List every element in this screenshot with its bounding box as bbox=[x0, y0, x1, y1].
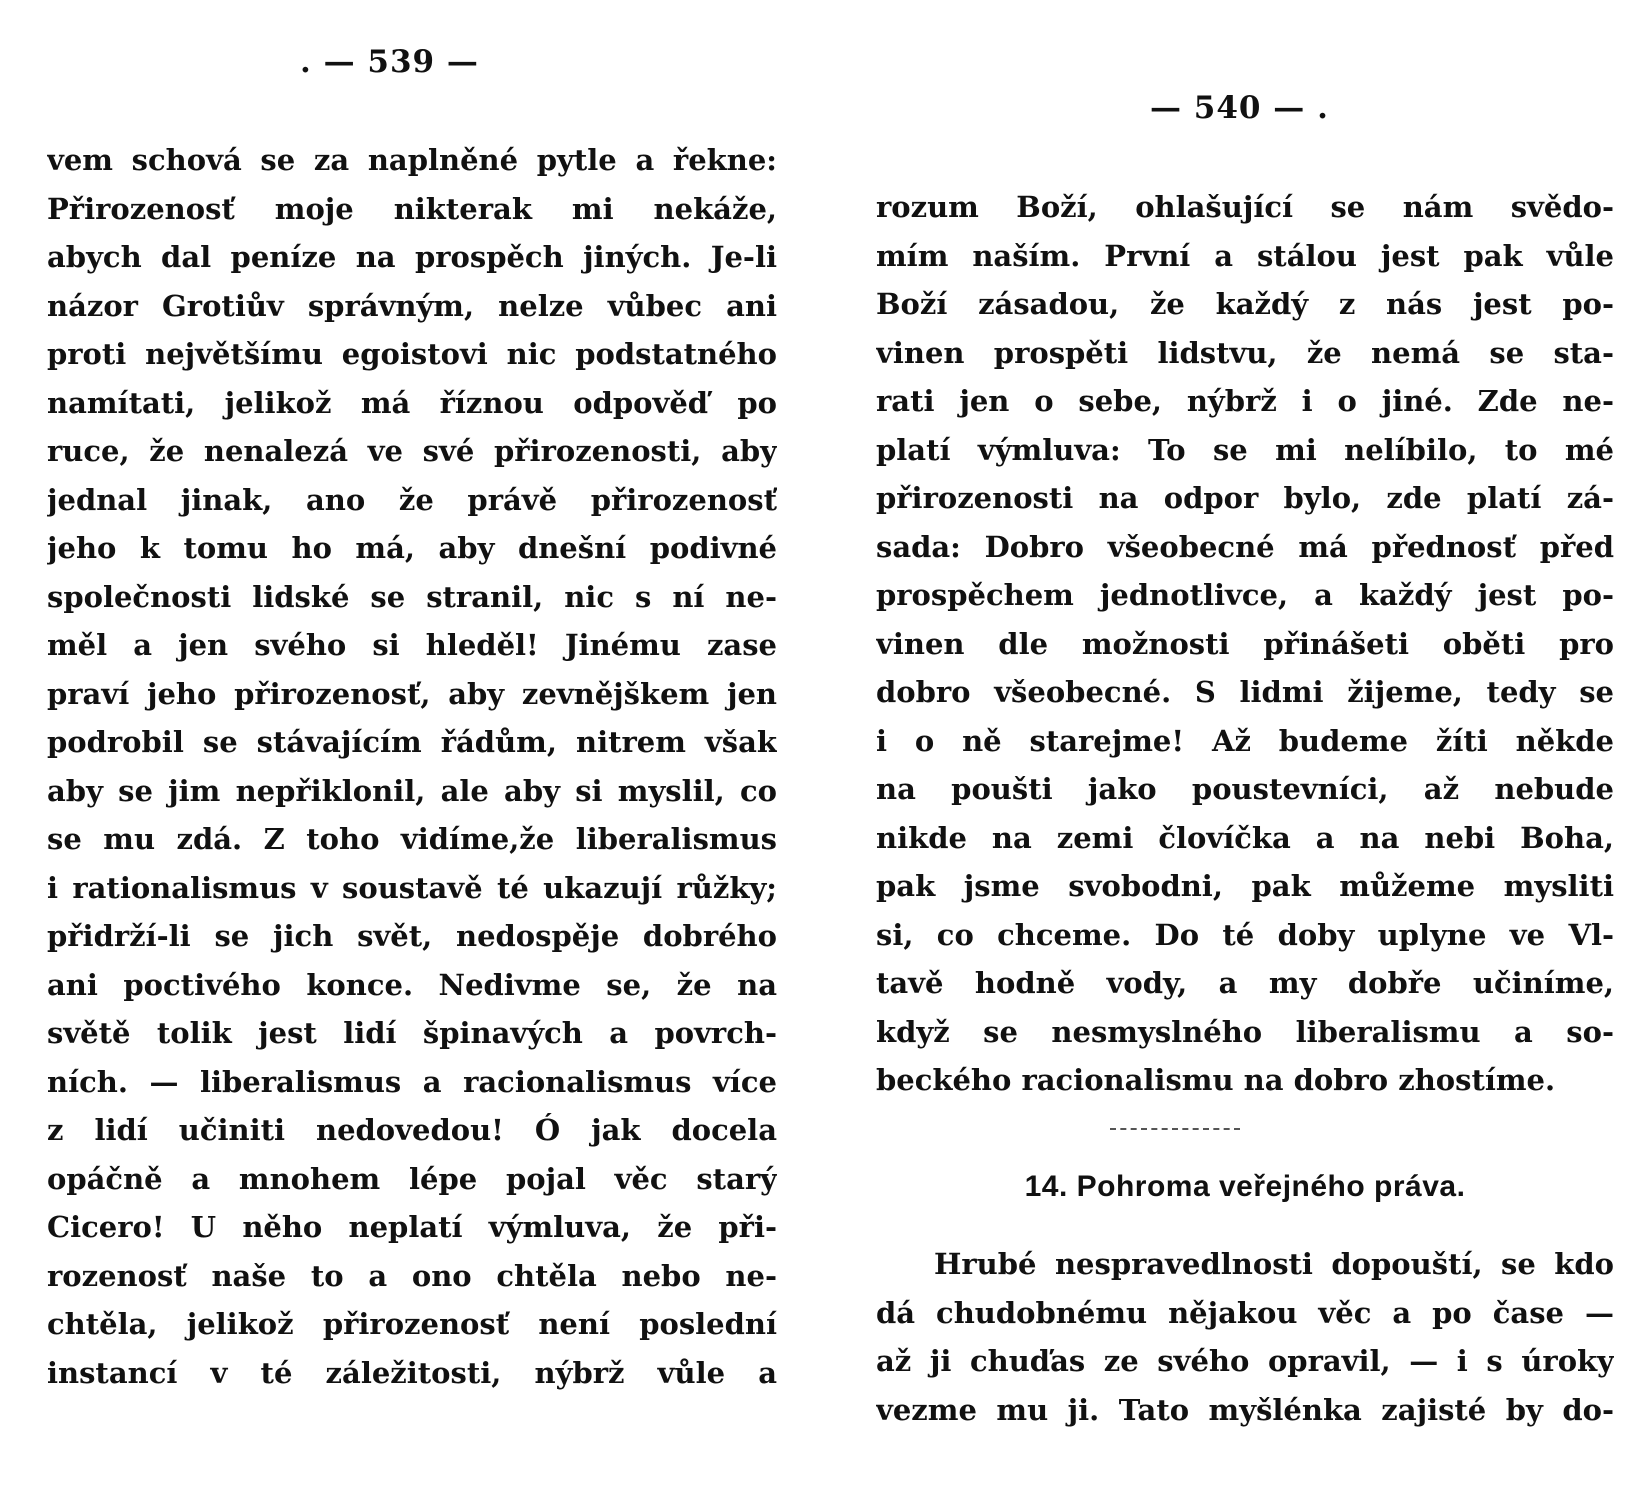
text-line: rozenosť naše to a ono chtěla nebo ne- bbox=[47, 1258, 777, 1293]
text-line: Boží zásadou, že každý z nás jest po- bbox=[876, 287, 1614, 321]
text-line: rati jen o sebe, nýbrž i o jiné. Zde ne- bbox=[876, 384, 1614, 418]
text-line: namítati, jelikož má říznou odpověď po bbox=[47, 385, 777, 420]
text-line: jednal jinak, ano že právě přirozenosť bbox=[47, 482, 777, 517]
text-line: vezme mu ji. Tato myšlénka zajisté by do- bbox=[876, 1392, 1614, 1427]
section-heading: 14. Pohroma veřejného práva. bbox=[1024, 1170, 1466, 1203]
text-line: chtěla, jelikož přirozenosť není poslední bbox=[47, 1307, 777, 1341]
text-line: ních. — liberalismus a racionalismus více bbox=[47, 1064, 777, 1099]
text-line: podrobil se stávajícím řádům, nitrem však bbox=[47, 725, 777, 759]
text-line: nikde na zemi človíčka a na nebi Boha, bbox=[876, 820, 1614, 855]
text-line: si, co chceme. Do té doby uplyne ve Vl- bbox=[876, 917, 1614, 952]
text-line: ruce, že nenalezá ve své přirozenosti, aby bbox=[47, 434, 777, 468]
text-line: proti největšímu egoistovi nic podstatného bbox=[47, 337, 777, 371]
text-line: mím naším. První a stálou jest pak vůle bbox=[876, 238, 1614, 273]
right-page-body bbox=[876, 183, 1614, 1105]
text-line: praví jeho přirozenosť, aby zevnějškem jen bbox=[47, 676, 777, 711]
text-line: až ji chuďas ze svého opravil, — i s úroky bbox=[876, 1344, 1614, 1378]
text-line: Přirozenosť moje nikterak mi nekáže, bbox=[47, 191, 777, 226]
left-page-body bbox=[47, 136, 777, 1397]
text-line: rozum Boží, ohlašující se nám svědo- bbox=[876, 190, 1614, 224]
text-line: sada: Dobro všeobecné má přednosť před bbox=[876, 529, 1614, 564]
page-number-right: — 540 — . bbox=[1150, 90, 1329, 126]
text-line: názor Grotiův správným, nelze vůbec ani bbox=[47, 288, 777, 323]
text-line: platí výmluva: To se mi nelíbilo, to mé bbox=[876, 432, 1614, 467]
section-separator bbox=[1110, 1128, 1240, 1130]
text-line: abych dal peníze na prospěch jiných. Je-li bbox=[47, 240, 777, 274]
text-line: vinen prospěti lidstvu, že nemá se sta- bbox=[876, 335, 1614, 370]
text-line: dá chudobnému nějakou věc a po čase — bbox=[876, 1295, 1614, 1330]
text-line: i rationalismus v soustavě té ukazují růžky; bbox=[47, 870, 777, 905]
text-line: aby se jim nepřiklonil, ale aby si myslil, co bbox=[47, 773, 777, 808]
text-line: společnosti lidské se stranil, nic s ní ne- bbox=[47, 579, 777, 614]
text-line: prospěchem jednotlivce, a každý jest po- bbox=[876, 578, 1614, 612]
text-line: tavě hodně vody, a my dobře učiníme, bbox=[876, 966, 1614, 1000]
text-line: měl a jen svého si hleděl! Jinému zase bbox=[47, 628, 777, 662]
text-line: z lidí učiniti nedovedou! Ó jak docela bbox=[47, 1113, 777, 1147]
text-line: když se nesmyslného liberalismu a so- bbox=[876, 1014, 1614, 1049]
text-line: vinen dle možnosti přinášeti oběti pro bbox=[876, 626, 1614, 661]
text-line: přidrží-li se jich svět, nedospěje dobrého bbox=[47, 919, 777, 953]
text-line: pak jsme svobodni, pak můžeme mysliti bbox=[876, 869, 1614, 903]
text-line: i o ně starejme! Až budeme žíti někde bbox=[876, 723, 1614, 758]
page-number-left: . — 539 — bbox=[300, 44, 479, 80]
text-line: se mu zdá. Z toho vidíme,že liberalismus bbox=[47, 822, 777, 856]
text-line: instancí v té záležitosti, nýbrž vůle a bbox=[47, 1355, 777, 1390]
text-line: opáčně a mnohem lépe pojal věc starý bbox=[47, 1161, 777, 1196]
text-line: Hrubé nespravedlnosti dopouští, se kdo bbox=[934, 1247, 1614, 1281]
text-line: jeho k tomu ho má, aby dnešní podivné bbox=[47, 531, 777, 565]
text-line: vem schová se za naplněné pytle a řekne: bbox=[47, 143, 777, 177]
right-page-section-body bbox=[876, 1240, 1614, 1434]
text-line: přirozenosti na odpor bylo, zde platí zá- bbox=[876, 481, 1614, 515]
text-line: světě tolik jest lidí špinavých a povrch- bbox=[47, 1016, 777, 1050]
text-line: na poušti jako poustevníci, až nebude bbox=[876, 772, 1614, 806]
text-line: Cicero! U něho neplatí výmluva, že při- bbox=[47, 1210, 777, 1244]
text-line: beckého racionalismu na dobro zhostíme. bbox=[876, 1063, 1556, 1097]
text-line: dobro všeobecné. S lidmi žijeme, tedy se bbox=[876, 675, 1614, 709]
text-line: ani poctivého konce. Nedivme se, že na bbox=[47, 967, 777, 1002]
